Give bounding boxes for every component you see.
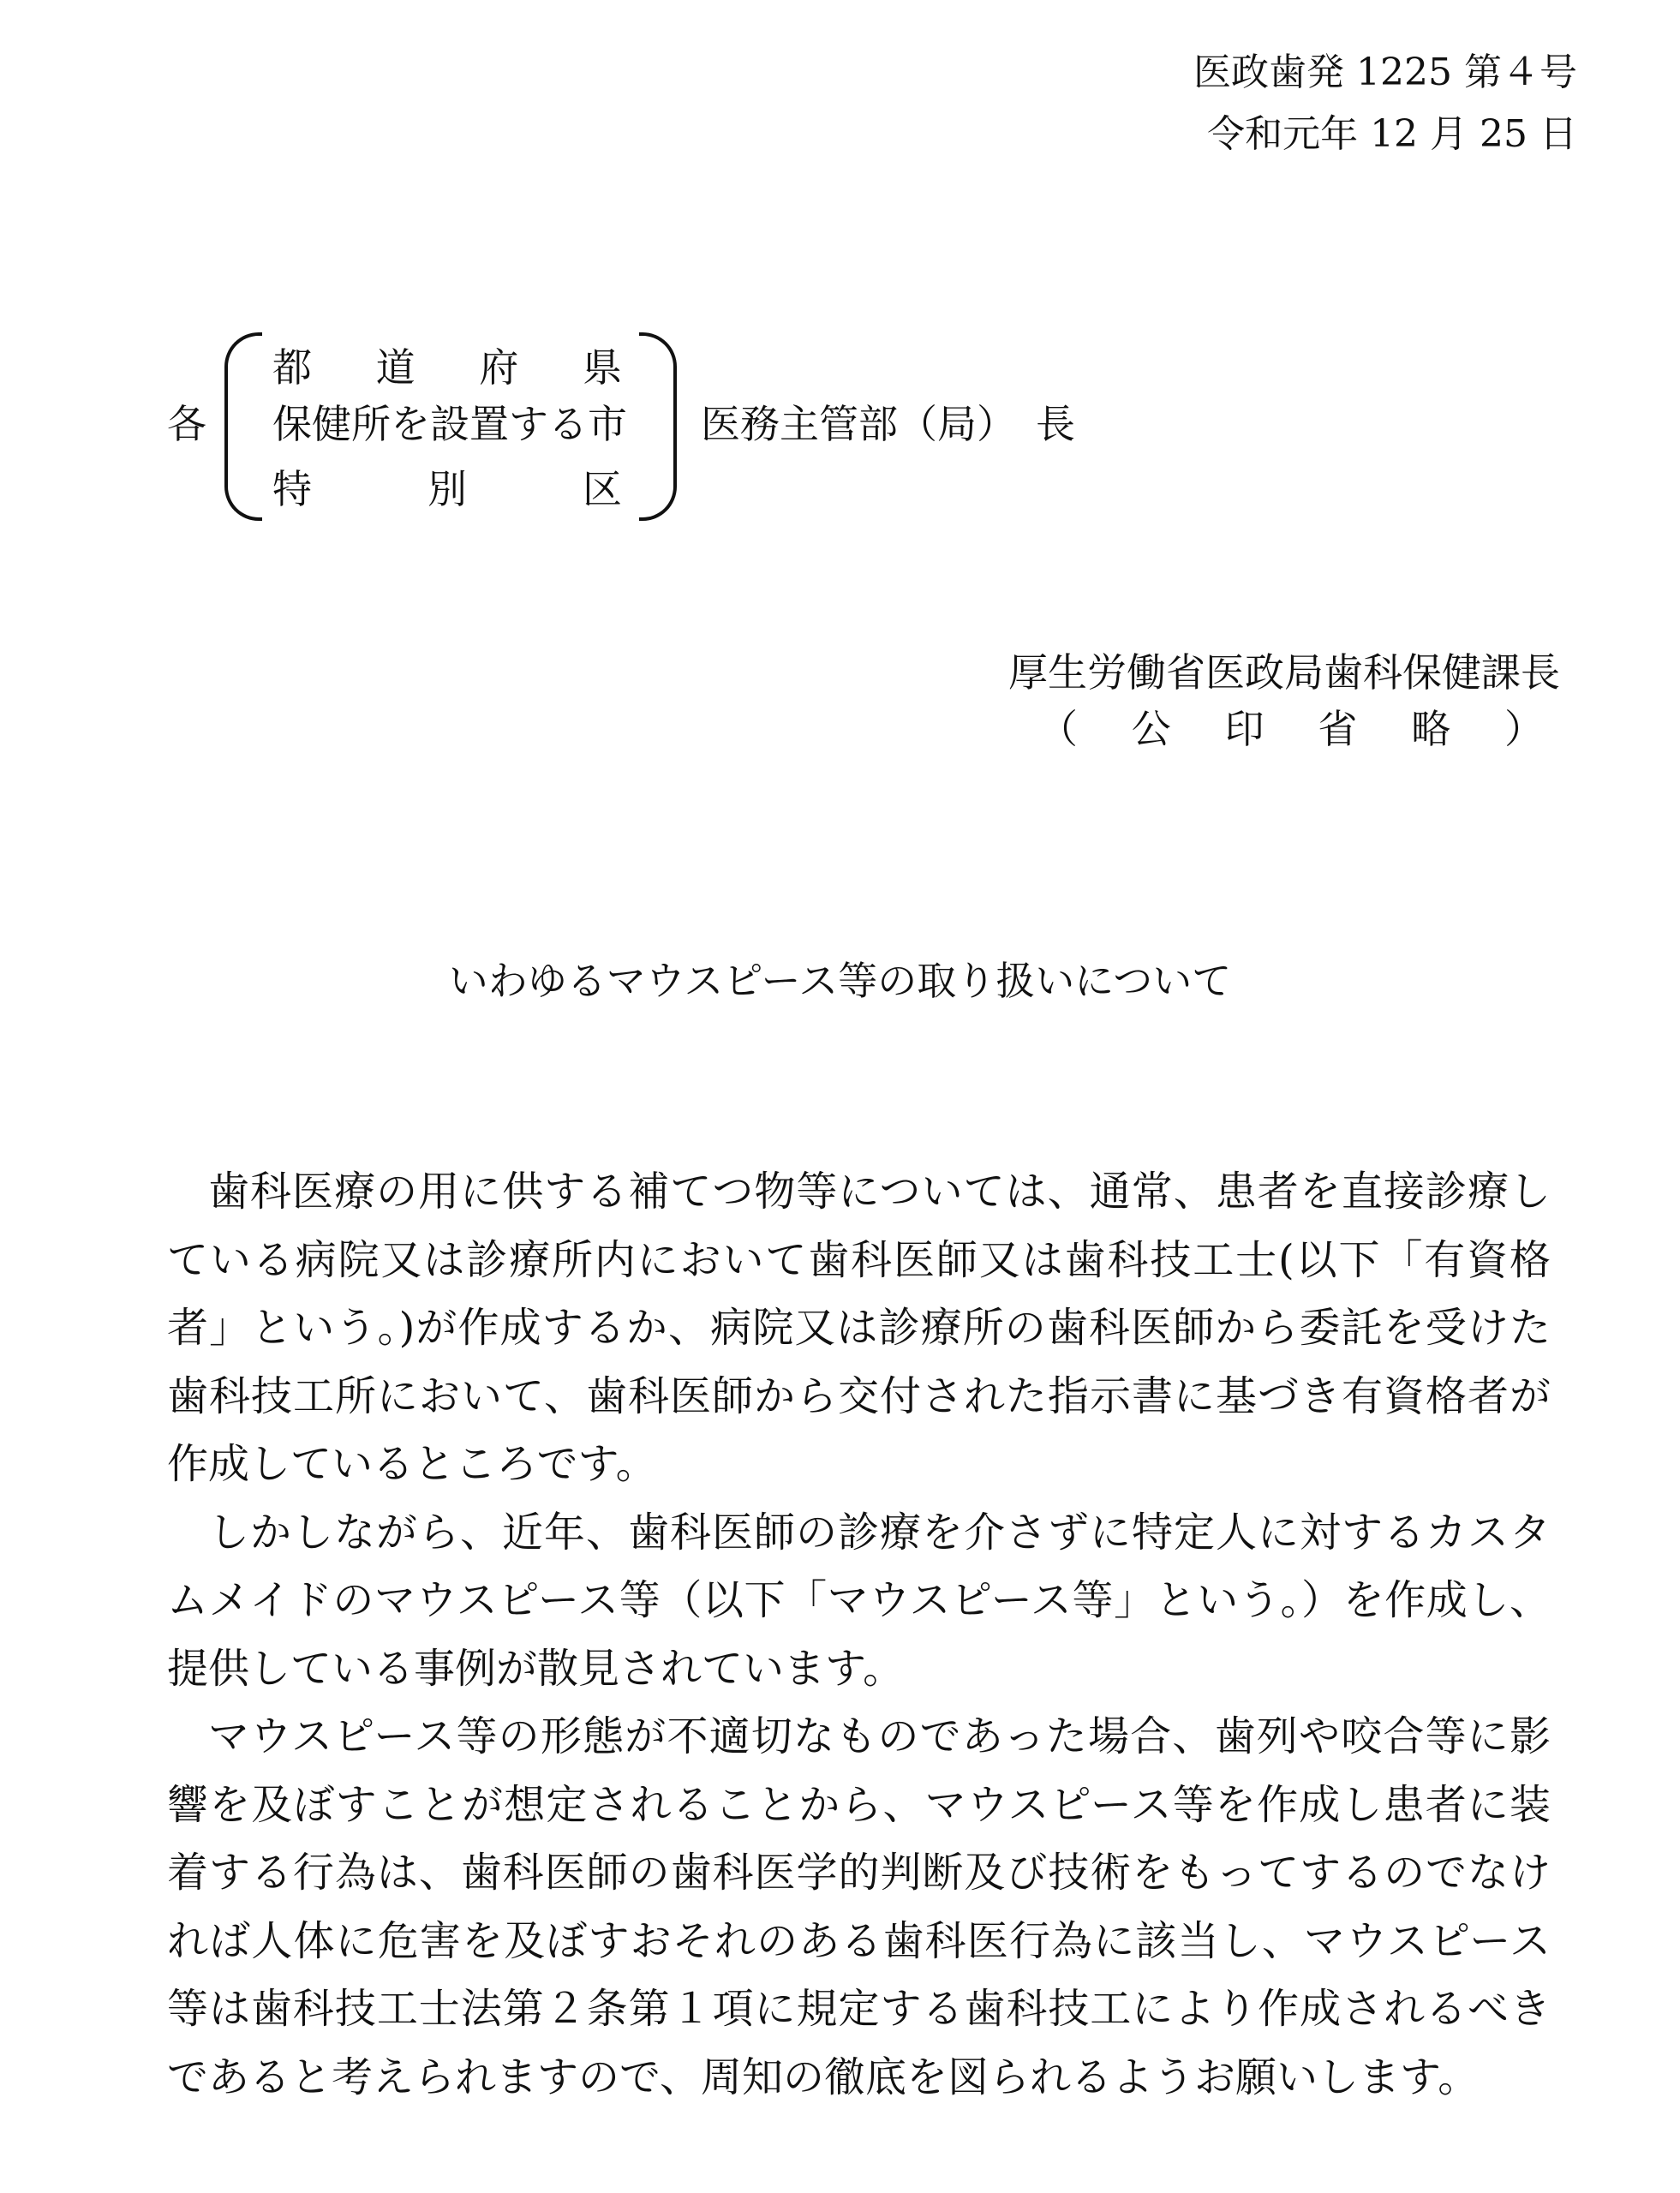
issue-date: 令和元年 12 月 25 日	[1207, 112, 1577, 156]
body-paragraph-2: しかしながら、近年、歯科医師の診療を介さずに特定人に対するカスタムメイドのマウスピース等（以下「マウスピース等」という。）を作成し、提供している事例が散見されています。	[167, 1508, 1551, 1693]
right-brace	[639, 332, 677, 521]
body-paragraph-3: マウスピース等の形態が不適切なものであった場合、歯列や咬合等に影響を及ぼすことが想定されることから、マウスピース等を作成し患者に装着する行為は、歯科医師の歯科医学的判断及び技術をもってするのでなければ人体に危害を及ぼすおそれのある歯科医行為に該当し、マウスピース等は歯科技工士法第２条第１項に規定する歯科技工により作成されるべきであると考えられますので、周知の徹底を図られるようお願いします。	[167, 1712, 1551, 2101]
addressee-line-2: 保 健 所 を 設 置 す る 市	[272, 401, 627, 447]
addressee-prefix: 各	[167, 401, 206, 447]
document-title: いわゆるマウスピース等の取り扱いについて	[448, 958, 1232, 1004]
body-paragraph-1: 歯科医療の用に供する補てつ物等については、通常、患者を直接診療している病院又は診療所内において歯科医師又は歯科技工士(以下「有資格者」という。)が作成するか、病院又は診療所の歯科医師から委託を受けた歯科技工所において、歯科医師から交付された指示書に基づき有資格者が作成しているところです。	[167, 1168, 1551, 1488]
sender-title: 厚生労働省医政局歯科保健課長	[1008, 649, 1560, 696]
addressee-suffix: 医務主管部（局） 長	[701, 401, 1075, 447]
addressee-line-3: 特 別 区	[272, 466, 622, 512]
left-brace	[224, 332, 262, 521]
document-number: 医政歯発 1225 第４号	[1193, 51, 1577, 94]
addressee-line-1: 都 道 府 県	[272, 344, 622, 391]
seal-note: （ 公 印 省 略 ）	[1038, 706, 1544, 752]
body-text	[167, 1158, 1551, 2112]
